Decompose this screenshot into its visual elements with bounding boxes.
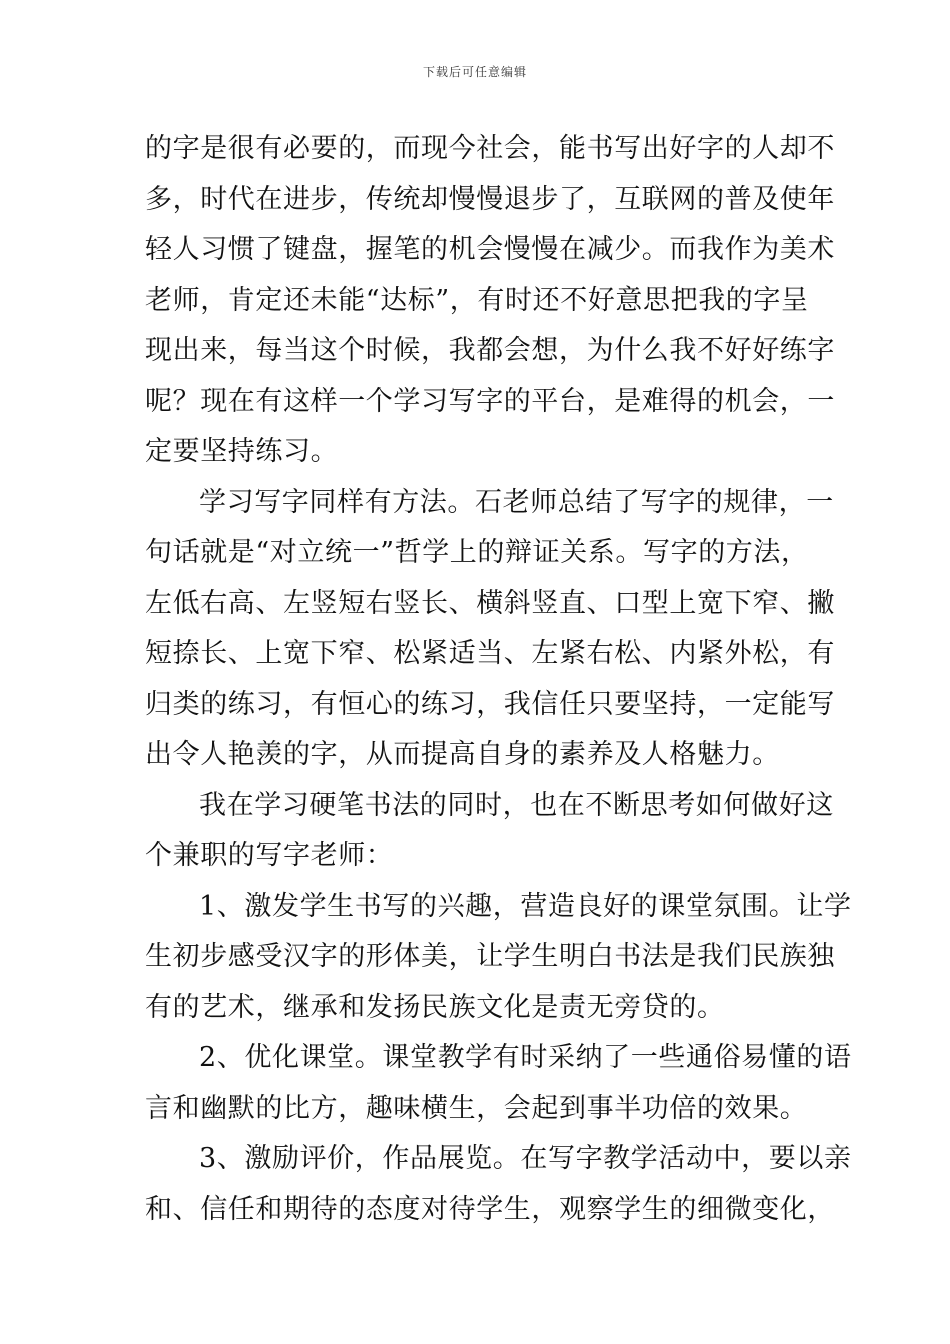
text-line: 多，时代在进步，传统却慢慢退步了，互联网的普及使年	[145, 183, 835, 215]
text-line: 轻人习惯了键盘，握笔的机会慢慢在减少。而我作为美术	[145, 234, 835, 265]
text-line: 个兼职的写字老师：	[145, 840, 394, 871]
text-line: 学习写字同样有方法。石老师总结了写字的规律，一	[199, 486, 834, 518]
text-line: 定要坚持练习。	[145, 436, 339, 467]
text-line: 3、激励评价，作品展览。在写字教学活动中，要以亲	[199, 1143, 852, 1174]
text-line: 短捺长、上宽下窄、松紧适当、左紧右松、内紧外松，有	[145, 638, 835, 669]
text-line: 言和幽默的比方，趣味横生，会起到事半功倍的效果。	[145, 1092, 808, 1124]
body-text	[145, 124, 852, 1235]
text-line: 左低右高、左竖短右竖长、横斜竖直、口型上宽下窄、撇	[145, 587, 835, 619]
text-line: 2、优化课堂。课堂教学有时采纳了一些通俗易懂的语	[199, 1042, 852, 1073]
text-line: 1、激发学生书写的兴趣，营造良好的课堂氛围。让学	[199, 890, 852, 922]
text-line: 呢？现在有这样一个学习写字的平台，是难得的机会，一	[145, 385, 835, 417]
text-line: 现出来，每当这个时候，我都会想，为什么我不好好练字	[145, 335, 835, 366]
text-line: 生初步感受汉字的形体美，让学生明白书法是我们民族独	[145, 941, 835, 972]
text-line: 有的艺术，继承和发扬民族文化是责无旁贷的。	[145, 991, 725, 1023]
text-line: 老师，肯定还未能“达标”，有时还不好意思把我的字呈	[145, 284, 809, 316]
text-line: 的字是很有必要的，而现今社会，能书写出好字的人却不	[145, 133, 835, 164]
text-line: 出令人艳羡的字，从而提高自身的素养及人格魅力。	[145, 739, 780, 770]
text-line: 归类的练习，有恒心的练习，我信任只要坚持，一定能写	[145, 688, 835, 720]
text-line: 和、信任和期待的态度对待学生，观察学生的细微变化，	[145, 1193, 835, 1225]
text-line: 我在学习硬笔书法的同时，也在不断思考如何做好这	[199, 789, 834, 821]
page-header: 下载后可任意编辑	[422, 65, 527, 79]
text-line: 句话就是“对立统一”哲学上的辩证关系。写字的方法，	[145, 537, 809, 568]
